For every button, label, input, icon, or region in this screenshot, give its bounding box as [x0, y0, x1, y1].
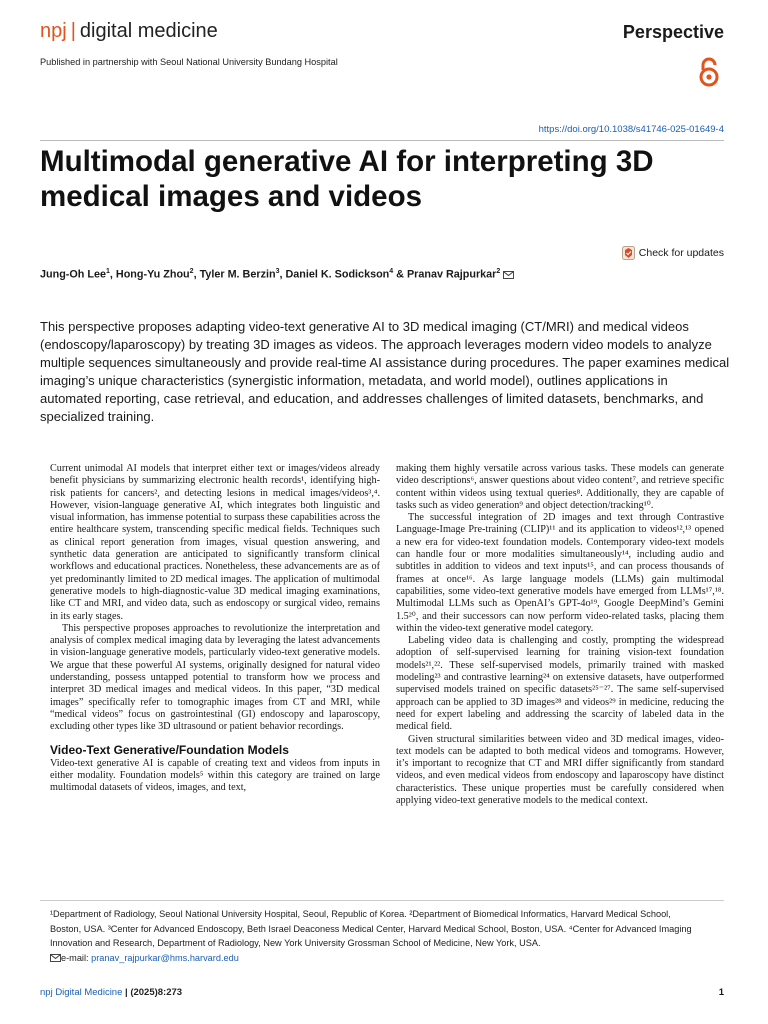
email-link[interactable]: pranav_rajpurkar@hms.harvard.edu	[91, 952, 239, 963]
journal-prefix: npj	[40, 20, 67, 42]
body-paragraph: The successful integration of 2D images and text through Contrastive Language-Image Pre-training (CLIP)¹¹ and its application to videos¹²,¹³ opened a new era for video-text foundation models. Contemporary video-text models can handle four or more modalities simultaneously¹⁴, including audio and subtitles in addition to videos and text inputs¹⁵, and can process thousands of frames at once¹⁶. As large language models (LLMs) gain multimodal capabilities, some video-text generative models have emerged from LLMs¹⁷,¹⁸. Multimodal LLMs such as OpenAI’s GPT-4o¹⁹, Google DeepMind’s Gemini 1.5²⁰, and their successors can now perform video-related tasks, placing them within the video-text generative model category.	[396, 512, 724, 634]
body-paragraph: Labeling video data is challenging and costly, prompting the widespread adoption of self-supervised learning for training vision-text foundation models²¹,²². These self-supervised models, primarily trained with masked modeling²³ and contrastive learning²⁴ on extensive datasets, have outperformed supervised models trained on specific datasets²⁵⁻²⁷. The same self-supervised approach can be applied to 3D images²⁸ and videos²⁹ in medicine, reducing the need for expert labeling and addressing the scarcity of labeled data in the medical field.	[396, 635, 724, 733]
affiliations-footnote	[50, 907, 730, 965]
section-heading: Video-Text Generative/Foundation Models	[50, 742, 289, 757]
author-name: Jung-Oh Lee	[40, 268, 106, 281]
check-for-updates-button[interactable]	[622, 246, 724, 260]
envelope-icon	[50, 954, 61, 962]
affiliation-marker: 2	[496, 268, 501, 275]
page-number: 1	[718, 987, 724, 998]
check-updates-icon	[622, 246, 635, 260]
author-list	[40, 268, 514, 281]
affiliation-marker: 4	[389, 268, 394, 275]
footer-journal-name[interactable]: npj Digital Medicine	[40, 987, 123, 998]
author-name: Daniel K. Sodickson	[285, 268, 390, 281]
affiliation-marker: 2	[189, 268, 194, 275]
affiliation-line: Innovation and Research, Department of Radiology, New York University Grossman School of Medicine, New York, USA.	[50, 938, 541, 948]
partnership-note: Published in partnership with Seoul National University Bundang Hospital	[40, 57, 338, 67]
author-name: Pranav Rajpurkar	[406, 268, 497, 281]
author-separator: &	[393, 268, 407, 281]
body-column-left	[50, 463, 380, 795]
affiliation-marker: 1	[105, 268, 110, 275]
author-name: Hong-Yu Zhou	[115, 268, 190, 281]
envelope-icon[interactable]	[503, 271, 514, 279]
email-label: e-mail:	[61, 952, 92, 963]
body-paragraph: Video-text generative AI is capable of creating text and videos from inputs in either modality. Foundation models⁵ within this category are trained on large multimodal datasets of videos, images, and text,	[50, 757, 380, 794]
journal-separator: |	[70, 20, 76, 42]
journal-logo	[40, 20, 218, 43]
doi-link[interactable]: https://doi.org/10.1038/s41746-025-01649-4	[538, 124, 724, 135]
abstract: This perspective proposes adapting video-text generative AI to 3D medical imaging (CT/MRI) and medical videos (endoscopy/laparoscopy) by treating 3D images as videos. The approach leverages modern video models to analyze multiple sequences simultaneously and provide real-time AI assistance during procedures. The paper examines medical imaging’s unique characteristics (synergistic information, metadata, and world model), outlines applications in automated reporting, case retrieval, and education, and addresses challenges of limited datasets, benchmarks, and specialized training.	[40, 319, 730, 424]
footnote-divider	[40, 900, 724, 901]
email-line	[50, 951, 730, 966]
body-column-right	[396, 463, 724, 807]
header-divider	[40, 140, 724, 141]
body-paragraph: This perspective proposes approaches to revolutionize the interpretation and analysis of complex medical imaging data by leveraging the latest advancements in vision-language generative models, particularly video-text generative models. We argue that these powerful AI systems, originally designed for natural video understanding, possess untapped potential to transform how we process and interpret 3D medical images and medical videos. In this paper, “3D medical images” specifically refer to tomographic images from CT and MRI, while “medical videos” focus on gastrointestinal (GI) endoscopy and laparoscopy, excluding other types like 3D ultrasound or patient behavior recordings.	[50, 622, 380, 733]
open-access-icon	[698, 56, 720, 88]
affiliation-marker: 3	[275, 268, 280, 275]
author-separator: ,	[109, 268, 116, 281]
article-title: Multimodal generative AI for interpreting 3D medical images and videos	[40, 145, 654, 213]
check-updates-label: Check for updates	[638, 247, 724, 259]
author-separator: ,	[279, 268, 286, 281]
body-paragraph: Current unimodal AI models that interpret either text or images/videos already benefit physicians by summarizing electronic health records¹, identifying high-risk patients for cancers², and detecting lesions in medical images/videos³,⁴. However, vision-language generative AI, which integrates both linguistic and visual information, has immense potential to surpass these capabilities across the entire healthcare system, transcending specific medical fields. Techniques such as clinical report generation from images, visual question answering, and synthetic data generation are anticipated to significantly transform clinical workflows and educational practices. Nonetheless, these advancements are as of yet predominantly limited to 2D medical images. The application of multimodal generative models to high-diagnostic-value 3D medical imaging examinations, like CT and MRI, and video data, such as endoscopy or surgical video, remains in its early stages.	[50, 463, 380, 622]
author-name: Tyler M. Berzin	[199, 268, 276, 281]
footer-volume: | (2025)8:273	[125, 987, 183, 998]
journal-name: digital medicine	[79, 20, 218, 42]
article-type-label: Perspective	[622, 22, 724, 42]
affiliation-line: Boston, USA. ³Center for Advanced Endoscopy, Beth Israel Deaconess Medical Center, Harvard Medical School, Boston, USA. ⁴Center for Advanced Imaging	[50, 923, 692, 934]
footer-citation	[40, 987, 182, 998]
author-separator: ,	[193, 268, 200, 281]
body-paragraph: Given structural similarities between video and 3D medical images, video-text models can be adapted to both medical videos and tomograms. However, it’s important to recognize that CT and MRI differ significantly from standard videos, and even medical videos from endoscopy and laparoscopy have distinct characteristics. These unique properties must be carefully considered when applying video-text generative models to the medical context.	[396, 733, 724, 807]
body-paragraph: making them highly versatile across various tasks. These models can generate video descriptions⁶, answer questions about video content⁷, and retrieve specific content within videos using textual queries⁸. Additionally, they are capable of tasks such as video generation⁹ and object detection/tracking¹⁰.	[396, 463, 724, 511]
affiliation-line: ¹Department of Radiology, Seoul National University Hospital, Seoul, Republic of Korea. ²Department of Biomedical Informatics, Harvard Medical School,	[50, 909, 671, 919]
